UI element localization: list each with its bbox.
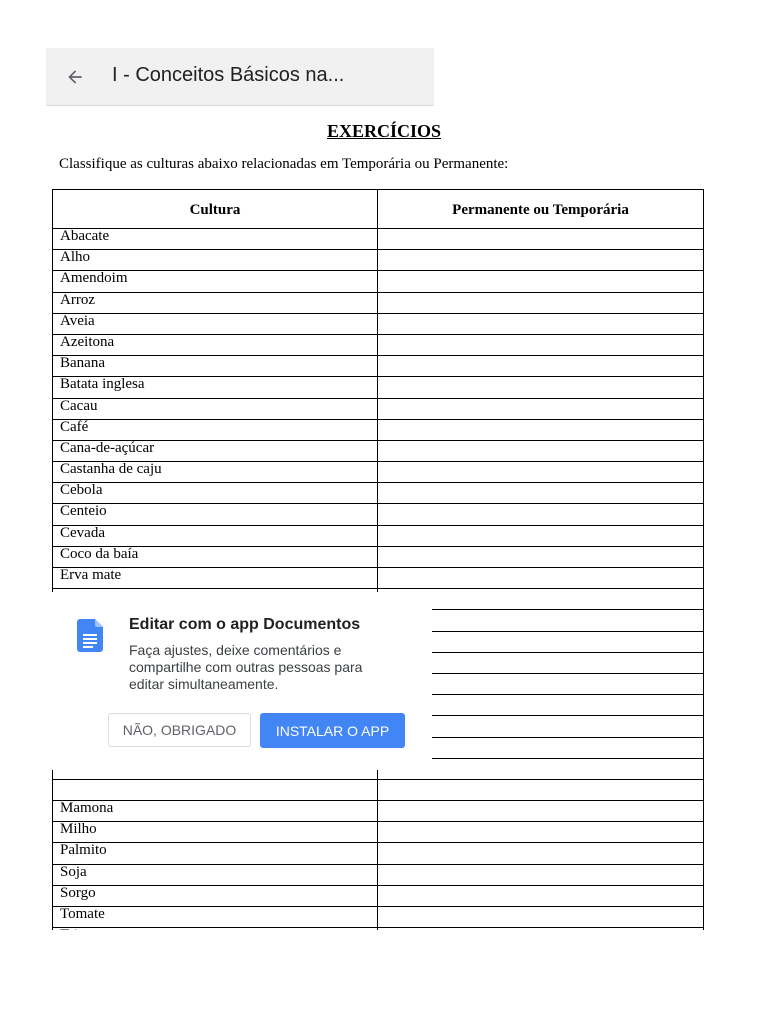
popup-description: Faça ajustes, deixe comentários e compartilhe com outras pessoas para editar simultaneamente. bbox=[129, 642, 363, 692]
classification-cell bbox=[378, 525, 704, 546]
crop-name-cell: Centeio bbox=[53, 504, 378, 525]
classification-cell bbox=[378, 292, 704, 313]
table-row bbox=[53, 525, 704, 546]
exercise-heading: EXERCÍCIOS bbox=[326, 121, 442, 141]
column-header-cultura: Cultura bbox=[53, 190, 378, 229]
table-row bbox=[53, 864, 704, 885]
table-row bbox=[53, 292, 704, 313]
classification-cell bbox=[378, 313, 704, 334]
crop-name-cell: Café bbox=[53, 419, 378, 440]
crop-name-cell: Sorgo bbox=[53, 885, 378, 906]
classification-cell bbox=[378, 504, 704, 525]
classification-cell bbox=[378, 440, 704, 461]
crop-name-cell: Batata inglesa bbox=[53, 377, 378, 398]
crop-name-cell: Abacate bbox=[53, 229, 378, 250]
table-row bbox=[53, 313, 704, 334]
table-row bbox=[53, 483, 704, 504]
crop-name-cell: Cevada bbox=[53, 525, 378, 546]
crop-name-cell: Coco da baía bbox=[53, 546, 378, 567]
crop-name-cell: Milho bbox=[53, 822, 378, 843]
classification-cell bbox=[378, 271, 704, 292]
table-row bbox=[53, 885, 704, 906]
table-row bbox=[53, 801, 704, 822]
table-row bbox=[53, 843, 704, 864]
table-row bbox=[53, 546, 704, 567]
crop-name-cell bbox=[53, 779, 378, 800]
exercise-instruction: Classifique as culturas abaixo relacionadas em Temporária ou Permanente: bbox=[59, 156, 509, 172]
crop-name-cell: Aveia bbox=[53, 313, 378, 334]
classification-cell bbox=[378, 377, 704, 398]
classification-cell bbox=[378, 546, 704, 567]
crop-name-cell: Arroz bbox=[53, 292, 378, 313]
page-blank-area bbox=[0, 930, 768, 1024]
crop-name-cell: Amendoim bbox=[53, 271, 378, 292]
table-row bbox=[53, 568, 704, 589]
crop-name-cell: Mamona bbox=[53, 801, 378, 822]
table-row bbox=[53, 779, 704, 800]
table-row bbox=[53, 504, 704, 525]
classification-cell bbox=[378, 885, 704, 906]
table-row bbox=[53, 398, 704, 419]
column-header-classification: Permanente ou Temporária bbox=[378, 190, 704, 229]
back-arrow-icon bbox=[65, 67, 85, 87]
table-row bbox=[53, 419, 704, 440]
classification-cell bbox=[378, 419, 704, 440]
popup-title: Editar com o app Documentos bbox=[129, 616, 361, 633]
table-row bbox=[53, 462, 704, 483]
decline-button[interactable]: NÃO, OBRIGADO bbox=[108, 713, 251, 747]
classification-cell bbox=[378, 801, 704, 822]
crop-name-cell: Cacau bbox=[53, 398, 378, 419]
crop-name-cell: Castanha de caju bbox=[53, 462, 378, 483]
table-row bbox=[53, 822, 704, 843]
classification-cell bbox=[378, 483, 704, 504]
google-docs-icon bbox=[77, 619, 103, 652]
document-title: I - Conceitos Básicos na... bbox=[112, 64, 345, 86]
table-row bbox=[53, 334, 704, 355]
classification-cell bbox=[378, 843, 704, 864]
classification-cell bbox=[378, 907, 704, 928]
classification-cell bbox=[378, 779, 704, 800]
table-row bbox=[53, 271, 704, 292]
install-app-button[interactable]: INSTALAR O APP bbox=[260, 713, 405, 748]
classification-cell bbox=[378, 250, 704, 271]
crop-name-cell: Cebola bbox=[53, 483, 378, 504]
crop-name-cell: Tomate bbox=[53, 907, 378, 928]
table-header-row bbox=[53, 190, 704, 229]
table-row bbox=[53, 229, 704, 250]
table-row bbox=[53, 440, 704, 461]
crop-name-cell: Cana-de-açúcar bbox=[53, 440, 378, 461]
crop-name-cell: Palmito bbox=[53, 843, 378, 864]
classification-cell bbox=[378, 229, 704, 250]
install-app-popup bbox=[46, 592, 432, 770]
crop-name-cell: Azeitona bbox=[53, 334, 378, 355]
table-row bbox=[53, 907, 704, 928]
table-row bbox=[53, 377, 704, 398]
table-row bbox=[53, 250, 704, 271]
crop-name-cell: Alho bbox=[53, 250, 378, 271]
classification-cell bbox=[378, 334, 704, 355]
crop-name-cell: Banana bbox=[53, 356, 378, 377]
crop-name-cell: Erva mate bbox=[53, 568, 378, 589]
classification-cell bbox=[378, 356, 704, 377]
table-row bbox=[53, 356, 704, 377]
classification-cell bbox=[378, 398, 704, 419]
classification-cell bbox=[378, 462, 704, 483]
app-header bbox=[46, 48, 434, 106]
classification-cell bbox=[378, 822, 704, 843]
classification-cell bbox=[378, 864, 704, 885]
crop-name-cell: Soja bbox=[53, 864, 378, 885]
crops-table bbox=[52, 189, 704, 949]
classification-cell bbox=[378, 568, 704, 589]
back-button[interactable] bbox=[60, 62, 90, 92]
